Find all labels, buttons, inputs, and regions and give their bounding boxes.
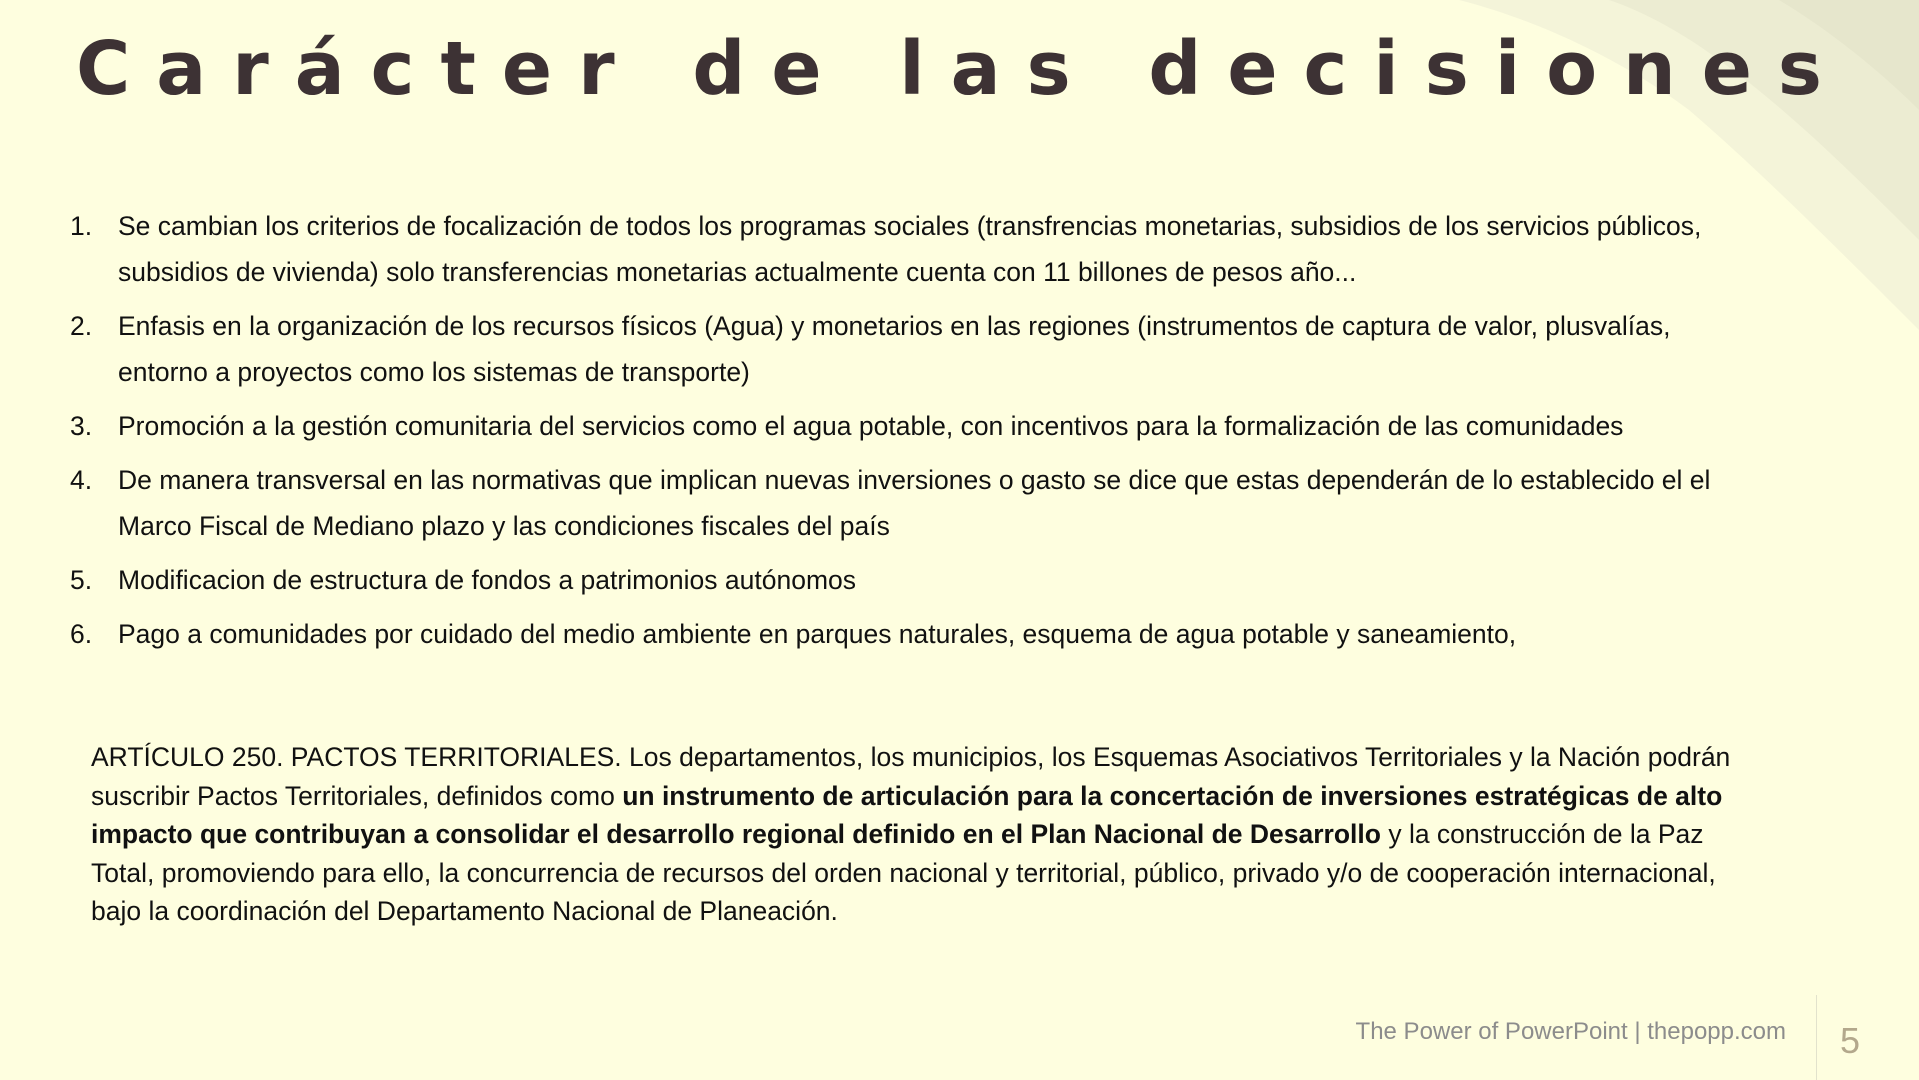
item-number: 1.: [70, 211, 93, 241]
list-item: [66, 457, 1766, 549]
item-number: 3.: [70, 411, 93, 441]
footer-divider: [1816, 995, 1817, 1080]
item-text: De manera transversal en las normativas que implican nuevas inversiones o gasto se dice que estas dependerán de lo establecido el el Marco Fiscal de Mediano plazo y las condiciones fiscales del país: [118, 465, 1711, 541]
slide-number: 5: [1840, 1020, 1861, 1061]
decisions-list: [66, 203, 1766, 665]
list-item: [66, 611, 1766, 657]
item-text: Enfasis en la organización de los recursos físicos (Agua) y monetarios en las regiones (instrumentos de captura de valor, plusvalías, entorno a proyectos como los sistemas de transporte): [118, 311, 1671, 387]
article-intro: ARTÍCULO 250. PACTOS TERRITORIALES. Los departamentos, los municipios, los Esquemas Asociativos Territoriales y la Nación podrán suscribir Pactos Territoriales, definidos como: [91, 742, 1731, 811]
item-text: Modificacion de estructura de fondos a patrimonios autónomos: [118, 565, 857, 595]
item-number: 6.: [70, 619, 93, 649]
item-number: 4.: [70, 465, 93, 495]
list-item: [66, 203, 1766, 295]
slide-title: Carácter de las decisiones: [76, 26, 1848, 112]
item-number: 2.: [70, 311, 93, 341]
item-text: Se cambian los criterios de focalización de todos los programas sociales (transfrencias monetarias, subsidios de los servicios públicos, subsidios de vivienda) solo transferencias monetarias actualmente cuenta con 11 billones de pesos año...: [118, 211, 1702, 287]
item-text: Promoción a la gestión comunitaria del servicios como el agua potable, con incentivos para la formalización de las comunidades: [118, 411, 1624, 441]
article-paragraph: [91, 738, 1751, 931]
footer-credit: The Power of PowerPoint | thepopp.com: [1355, 1018, 1786, 1045]
item-number: 5.: [70, 565, 93, 595]
list-item: [66, 303, 1766, 395]
list-item: [66, 557, 1766, 603]
article-rest: y la construcción de la Paz Total, promoviendo para ello, la concurrencia de recursos del orden nacional y territorial, público, privado y/o de cooperación internacional, bajo la coordinación del Departamento Nacional de Planeación.: [91, 819, 1716, 926]
article-emphasis: un instrumento de articulación para la concertación de inversiones estratégicas de alto impacto que contribuyan a consolidar el desarrollo regional definido en el Plan Nacional de Desarrollo: [91, 780, 1723, 849]
list-item: [66, 403, 1766, 449]
item-text: Pago a comunidades por cuidado del medio ambiente en parques naturales, esquema de agua potable y saneamiento,: [118, 619, 1517, 649]
